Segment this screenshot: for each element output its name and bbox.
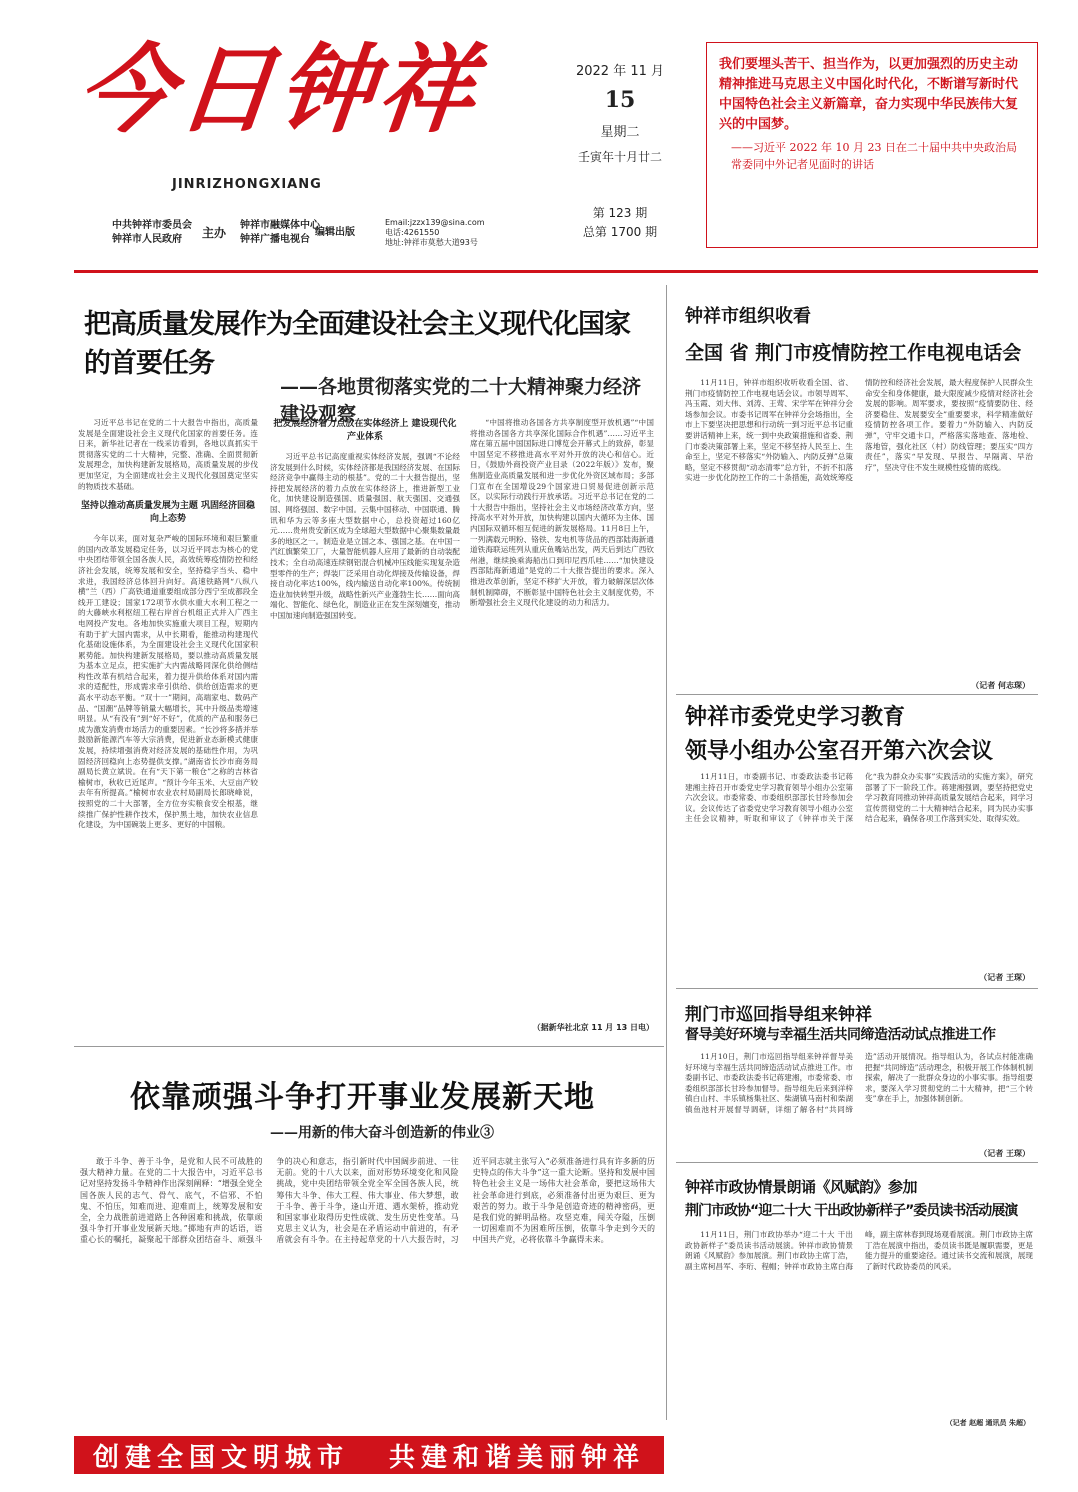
side2-headline-2: 领导小组办公室召开第六次会议 — [685, 739, 994, 764]
banner-left-slogan: 创建全国文明城市 — [92, 1442, 349, 1473]
lead-col1-body: 今年以来，面对复杂严峻的国际环境和艰巨繁重的国内改革发展稳定任务，以习近平同志为核心的党中央团结带领全国各族人民，高效统筹疫情防控和经济社会发展，统筹发展和安全，坚持稳字当头、稳中求进，我国经济总体回升向好。高速铁路网“八纵八横”兰（西）广高铁通道重要组成部分西宁至成都段全线开工建设；国家172项节水供水重大水利工程之一的大藤峡水利枢纽工程右岸首台机组正式并入广西主电网投产发电。各地加快实施重大项目工程，短期内有助于扩大国内需求，从中长期看，能推动构建现代化基础设施体系，为全面建设社会主义现代化国家积累势能。加快构建新发展格局，要以推动高质量发展为基本立足点，把实施扩大内需战略同深化供给侧结构性改革有机结合起来，着力提升供给体系对国内需求的适配性，形成需求牵引供给、供给创造需求的更高水平动态平衡。“双十一”期间，高端家电、数码产品、“国潮”品牌等销量大幅增长，其中升级品类增速明显。从“有没有”到“好不好”，优质的产品和服务已成为激发消费市场活力的重要因素。“长沙将多措并举鼓励新能源汽车等大宗消费，促进新业态新模式健康发展，持续增强消费对经济发展的基础性作用，为巩固经济回稳向上态势提供支撑。”湖南省长沙市商务局副局长黄立斌说。在有“天下第一粮仓”之称的吉林省榆树市，秋收已近尾声。“预计今年玉米、大豆亩产较去年有所提高。”榆树市农业农村局副局长郎晓峰说，按照党的二十大部署，全方位夯实粮食安全根基，继续推广保护性耕作技术，保护黑土地，加快农业信息化建设，为中国碗装上更多、更好的中国粮。 — [78, 534, 258, 830]
side1-rule — [676, 694, 1038, 695]
lead-headline: 把高质量发展作为全面建设社会主义现代化国家的首要任务 — [84, 309, 630, 379]
issue-number: 第 123 期 — [592, 206, 648, 220]
lead-column-2 — [270, 418, 460, 1012]
civic-banner — [74, 1436, 664, 1474]
masthead-pinyin: JINRIZHONGXIANG — [172, 177, 322, 192]
total-issue-number: 总第 1700 期 — [582, 225, 658, 239]
sponsor-line-1: 中共钟祥市委员会 — [112, 220, 192, 231]
issue-box — [560, 204, 680, 242]
date-lunar: 壬寅年十月廿二 — [577, 150, 662, 164]
quote-text: 我们要埋头苦干、担当作为，以更加强烈的历史主动精神推进马克思主义中国化时代化，不断谱写新时代中国特色社会主义新篇章，奋力实现中华民族伟大复兴的中国梦。 — [719, 57, 1019, 132]
lead-col3-body: “中国将推动各国各方共享制度型开放机遇”“中国将推动各国各方共享深化国际合作机遇”……习近平主席在第五届中国国际进口博览会开幕式上的致辞，彰显中国坚定不移推进高水平对外开放的决心和信心。近日，《鼓励外商投资产业目录（2022年版）》发布，聚焦制造业高质量发展和进一步优化外资区域布局；多部门宣布在全国增设29个国家进口贸易促进创新示范区，以实际行动践行开放承诺。习近平总书记在党的二十大报告中指出，坚持社会主义市场经济改革方向，坚持高水平对外开放，加快构建以国内大循环为主体、国内国际双循环相互促进的新发展格局。11月8日上午，一列满载元明粉、铬铁、发电机等货品的西部陆海新通道铁海联运班列从重庆鱼嘴站出发，两天后到达广西钦州港，继续换乘海船出口到印尼西爪哇……“加快建设西部陆海新通道”是党的二十大报告提出的要求。深入推进改革创新，坚定不移扩大开放，着力破解深层次体制机制障碍，不断彰显中国特色社会主义制度优势，不断增强社会主义现代化建设的动力和活力。 — [470, 418, 654, 608]
lead-col2-body: 习近平总书记高度重视实体经济发展，强调“不论经济发展到什么时候，实体经济都是我国经济发展、在国际经济竞争中赢得主动的根基”。党的二十大报告提出，坚持把发展经济的着力点放在实体经济上，推进新型工业化，加快建设制造强国、质量强国、航天强国、交通强国、网络强国、数字中国。云集中国移动、中国联通、腾讯和华为云等多座大型数据中心，总投资超过160亿元……贵州贵安新区成为全球超大型数据中心聚集数量最多的地区之一。制造业是立国之本、强国之基。在中国一汽红旗繁荣工厂，大量智能机器人应用了最新的自动装配技术；全自动高速连续钢铝混合机械冲压线能实现复杂造型零件的生产；焊装厂泛采用自动化焊接及传输设备，焊接自动化率达100%，线内输送自动化率100%。传统制造业加快转型升级，战略性新兴产业蓬勃生长……面向高端化、智能化、绿色化，制造业正在发生深刻嬗变，推动中国加速向制造强国转变。 — [270, 452, 460, 620]
date-year-month: 2022 年 11 月 — [575, 64, 665, 79]
side3-byline: （记者 王琛） — [979, 1149, 1030, 1158]
date-day: 15 — [604, 87, 636, 113]
side3-headline-2: 督导美好环境与幸福生活共同缔造活动试点推进工作 — [685, 1027, 996, 1043]
date-box — [560, 60, 680, 173]
feature-headline: 依靠顽强斗争打开事业发展新天地 — [130, 1080, 595, 1115]
contact-info — [385, 218, 485, 248]
lead-col1-subhead: 坚持以推动高质量发展为主题 巩固经济回稳向上态势 — [80, 501, 256, 525]
quote-source: ——习近平 2022 年 10 月 23 日在二十届中共中央政治局常委同中外记者见面时的讲话 — [731, 141, 1017, 171]
lead-subhead: ——各地贯彻落实党的二十大精神聚力经济建设观察 — [280, 376, 642, 425]
side3-headline-1: 荆门市巡回指导组来钟祥 — [685, 1005, 872, 1025]
side4-byline: （记者 赵超 通讯员 朱超） — [945, 1419, 1030, 1427]
side4-headline-2: 荆门市政协“迎二十大 干出政协新样子”委员读书活动展演 — [685, 1203, 1018, 1219]
publisher-tag: 编辑出版 — [315, 227, 355, 238]
sponsor-tag: 主办 — [202, 226, 227, 240]
contact-phone: 电话:4261550 — [385, 228, 440, 237]
masthead-rule — [74, 270, 1038, 273]
side1-body: 11月11日，钟祥市组织收听收看全国、省、荆门市疫情防控工作电视电话会议。市领导周军、冯玉霞、刘大伟、刘涛、王莺、宋学军在钟祥分会场参加会议。市委书记周军在钟祥分会场指出，全市上下要坚决把思想和行动统一到习近平总书记重要讲话精神上来，统一到中央政策措施和省委、荆门市委决策部署上来，坚定不移坚持人民至上、生命至上，坚定不移落实“外防输入、内防反弹”总策略，坚定不移贯彻“动态清零”总方针，不折不扣落实进一步优化防控工作的二十条措施，高效统筹疫情防控和经济社会发展，最大程度保护人民群众生命安全和身体健康，最大限度减少疫情对经济社会发展的影响。周军要求，要按照“疫情要防住、经济要稳住、发展要安全”重要要求，科学精准做好疫情防控各项工作。要着力“外防输入、内防反弹”，守牢交通卡口，严格落实落地查、落地检、落地管，强化社区（村）防线管理；要压实“四方责任”，落实“早发现、早报告、早隔离、早治疗”，坚决守住不发生规模性疫情的底线。 — [685, 378, 1033, 483]
lead-column-3 — [470, 418, 654, 1033]
lead-credit: （据新华社北京 11 月 13 日电） — [532, 1023, 654, 1032]
masthead-logo: 今日钟祥 — [72, 33, 484, 146]
sponsor-left — [112, 219, 192, 247]
column-divider — [666, 285, 667, 1420]
lead-col2-subhead: 把发展经济着力点放在实体经济上 建设现代化产业体系 — [273, 419, 457, 442]
side1-byline: （记者 何志琛） — [971, 681, 1030, 690]
side2-body: 11月11日，市委副书记、市委政法委书记蒋建湘主持召开市委党史学习教育领导小组办公室第六次会议。市委常委、市委组织部部长甘玲参加会议。会议传达了省委党史学习教育领导小组办公室主任会议精神，听取和审议了《钟祥市关于深化“我为群众办实事”实践活动的实施方案》，研究部署了下一阶段工作。蒋建湘强调，要坚持把党史学习教育同推动钟祥高质量发展结合起来，同学习宣传贯彻党的二十大精神结合起来，同为民办实事结合起来，确保各项工作落到实处、取得实效。 — [685, 772, 1033, 824]
side2-headline-1: 钟祥市委党史学习教育 — [685, 705, 906, 730]
side1-headline: 全国 省 荆门市疫情防控工作电视电话会 — [685, 342, 1022, 364]
feature-body: 敢于斗争、善于斗争，是党和人民不可战胜的强大精神力量。在党的二十大报告中，习近平总书记对坚持发扬斗争精神作出深刻阐释：“增强全党全国各族人民的志气、骨气、底气，不信邪、不怕鬼、不怕压，知难而进、迎难而上，统筹发展和安全，全力战胜前进道路上各种困难和挑战，依靠顽强斗争打开事业发展新天地。”掷地有声的话语，语重心长的嘱托，凝聚起干部群众团结奋斗、顽强斗争的决心和意志，指引新时代中国阔步前进、一往无前。党的十八大以来，面对形势环境变化和风险挑战，党中央团结带领全党全军全国各族人民，统筹伟大斗争、伟大工程、伟大事业、伟大梦想，敢于斗争、善于斗争，逢山开道、遇水架桥，推动党和国家事业取得历史性成就、发生历史性变革。马克思主义认为，社会是在矛盾运动中前进的，有矛盾就会有斗争。在主持起草党的十八大报告时，习近平同志就主张写入“必须准备进行具有许多新的历史特点的伟大斗争”这一重大论断。坚持和发展中国特色社会主义是一场伟大社会革命，要把这场伟大社会革命进行到底，必须准备付出更为艰巨、更为艰苦的努力。敢于斗争是创造奇迹的精神密码，更是我们党的鲜明品格。攻坚克难，闯关夺隘，压倒一切困难而不为困难所压倒，依靠斗争走到今天的中国共产党，必将依靠斗争赢得未来。 — [80, 1157, 655, 1245]
contact-address: 地址:钟祥市莫愁大道93号 — [385, 238, 478, 247]
contact-email: Email:jzzx139@sina.com — [385, 218, 485, 227]
side2-rule — [676, 988, 1038, 989]
side3-body: 11月10日，荆门市巡回指导组来钟祥督导美好环境与幸福生活共同缔造活动试点推进工作。市委副书记、市委政法委书记蒋建湘，市委常委、市委组织部部长甘玲参加督导。指导组先后来到洋梓镇白山村、丰乐镇杨集社区、柴湖镇马南村和柴湖镇鱼池村开展督导调研，详细了解各村“共同缔造”活动开展情况。指导组认为，各试点村能准确把握“共同缔造”活动理念，积极开展工作体制机制探索，解决了一批群众身边的小事实事。指导组要求，要深入学习贯彻党的二十大精神，把“三个转变”拿在手上，加强体制创新。 — [685, 1052, 1033, 1114]
quote-box — [706, 42, 1038, 248]
publisher-line-2: 钟祥广播电视台 — [240, 234, 310, 245]
sponsor-line-2: 钟祥市人民政府 — [112, 234, 182, 245]
banner-right-slogan: 共建和谐美丽钟祥 — [389, 1442, 646, 1473]
lead-column-1 — [78, 418, 258, 984]
lead-intro: 习近平总书记在党的二十大报告中指出，高质量发展是全面建设社会主义现代化国家的首要任务。连日来，新华社记者在一线采访看到，各地以真抓实干贯彻落实党的二十大精神，完整、准确、全面贯彻新发展理念，加快构建新发展格局，高质量发展的步伐更加坚定，为全面建成社会主义现代化强国奠定坚实的物质技术基础。 — [78, 418, 258, 491]
lead-bottom-rule — [74, 1046, 664, 1047]
publisher-line-1: 钟祥市融媒体中心 — [240, 220, 320, 231]
publisher-left — [240, 219, 320, 247]
side2-byline: （记者 王琛） — [979, 973, 1030, 982]
side3-rule — [676, 1162, 1038, 1163]
date-weekday: 星期二 — [600, 125, 640, 140]
side4-headline-1: 钟祥市政协情景朗诵《风赋韵》参加 — [685, 1178, 918, 1196]
feature-subhead: ——用新的伟大奋斗创造新的伟业③ — [270, 1125, 494, 1141]
side1-kicker: 钟祥市组织收看 — [685, 306, 811, 327]
side4-body: 11月11日，荆门市政协举办“迎二十大 干出政协新样子”委员读书活动展演。钟祥市政协情景朗诵《风赋韵》参加展演。荆门市政协主席丁浩，副主席柯昌军、李珩、程帽；钟祥市政协主席白海峰，副主席林春到现场观看展演。荆门市政协主席丁浩在展演中指出，委员读书既是履职需要，更是能力提升的重要途径。通过读书交流和展演，展现了新时代政协委员的风采。 — [685, 1230, 1033, 1271]
